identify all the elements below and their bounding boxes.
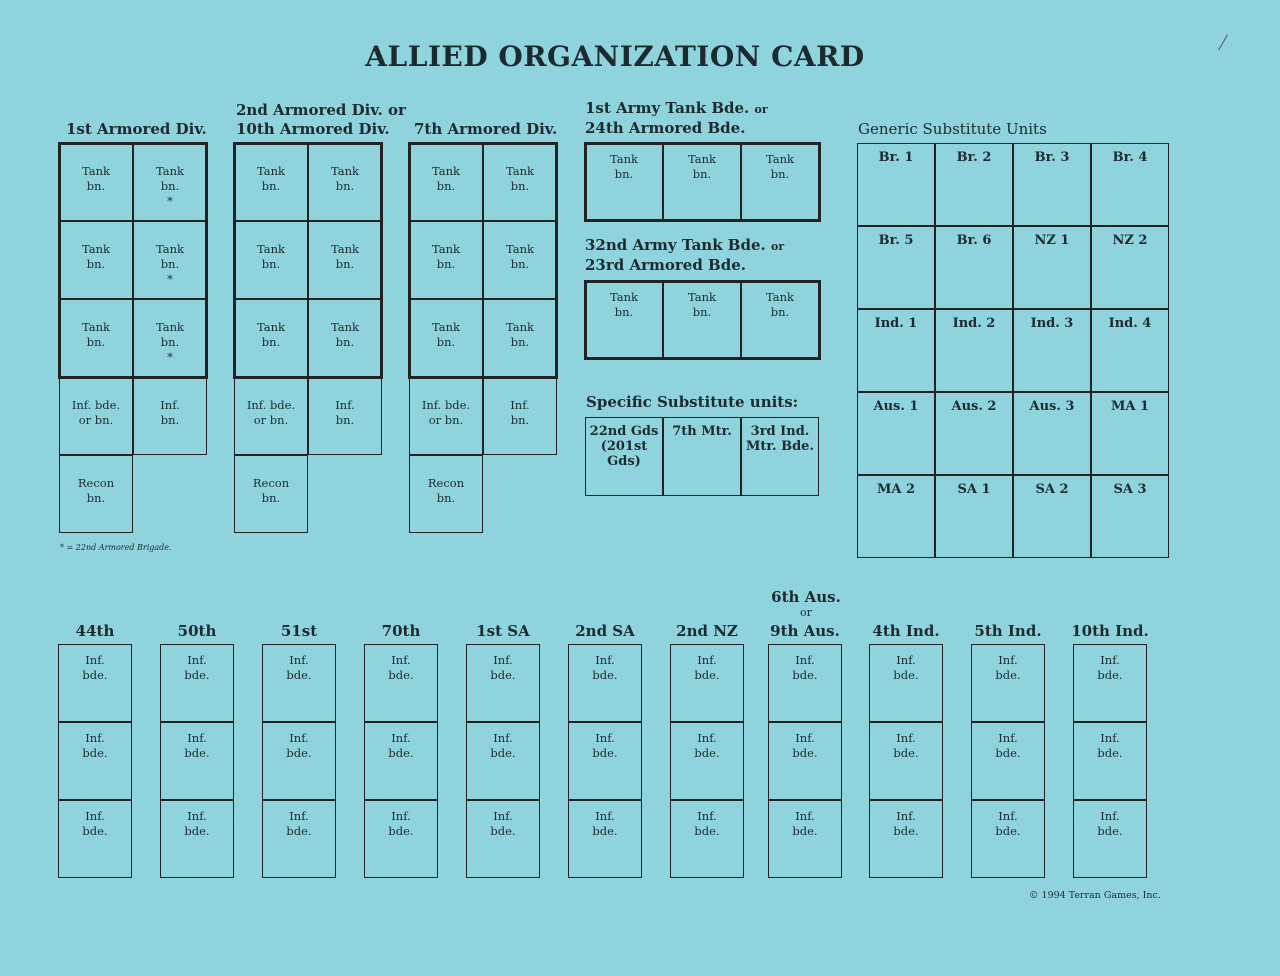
generic-cell-1[interactable] <box>857 143 935 226</box>
generic-cell-14-label: Aus. 2 <box>951 399 997 414</box>
infantry-div-8-cell-1[interactable] <box>768 644 842 722</box>
infantry-div-1-cell-3-label: Inf. bde. <box>82 809 108 838</box>
infantry-div-7-cell-1[interactable] <box>670 644 744 722</box>
tank_bde_2-cell-1-label: Tank bn. <box>609 290 638 319</box>
tank_bde_1-cell-2-label: Tank bn. <box>687 152 716 181</box>
infantry-div-9-cell-2-label: Inf. bde. <box>893 731 919 760</box>
tank_bde_1-cell-3[interactable] <box>741 143 819 221</box>
generic-cell-18[interactable] <box>935 475 1013 558</box>
infantry-div-11-heading: 10th Ind. <box>1071 622 1149 640</box>
armored-1-cell-4-label: Tank bn. * <box>155 242 184 286</box>
infantry-div-5-cell-3[interactable] <box>466 800 540 878</box>
armored-3-cell-1-label: Tank bn. <box>431 164 460 193</box>
generic-cell-5[interactable] <box>857 226 935 309</box>
infantry-div-4-cell-2[interactable] <box>364 722 438 800</box>
infantry-div-3-cell-1-label: Inf. bde. <box>286 653 312 682</box>
infantry-div-2-heading: 50th <box>177 622 217 640</box>
infantry-div-11-cell-3[interactable] <box>1073 800 1147 878</box>
generic-cell-20[interactable] <box>1091 475 1169 558</box>
infantry-div-8-cell-2[interactable] <box>768 722 842 800</box>
generic-cell-15-label: Aus. 3 <box>1029 399 1075 414</box>
armored-3-cell-7-label: Inf. bde. or bn. <box>421 398 471 427</box>
armored-div-1-heading: 1st Armored Div. <box>66 120 207 138</box>
tank_bde_2-cell-2[interactable] <box>663 281 741 359</box>
armored-2-cell-8[interactable] <box>308 377 382 455</box>
armored-3-cell-4[interactable] <box>483 221 557 299</box>
infantry-div-5-heading: 1st SA <box>476 622 530 640</box>
generic-cell-20-label: SA 3 <box>1113 482 1147 497</box>
footnote: * = 22nd Armored Brigade. <box>60 543 172 552</box>
armored-3-cell-6[interactable] <box>483 299 557 377</box>
armored-2-cell-1-label: Tank bn. <box>256 164 285 193</box>
tank_bde_1-cell-1-label: Tank bn. <box>609 152 638 181</box>
armored-1-cell-2-label: Tank bn. * <box>155 164 184 208</box>
armored-3-cell-9-label: Recon bn. <box>427 476 465 505</box>
armored-1-cell-5-label: Tank bn. <box>81 320 110 349</box>
armored-3-cell-6-label: Tank bn. <box>505 320 534 349</box>
infantry-div-2-cell-2[interactable] <box>160 722 234 800</box>
infantry-div-5-cell-2-label: Inf. bde. <box>490 731 516 760</box>
infantry-div-7-cell-3[interactable] <box>670 800 744 878</box>
generic-cell-12-label: Ind. 4 <box>1108 316 1152 331</box>
tank_bde_2-cell-1[interactable] <box>585 281 663 359</box>
generic-cell-6-label: Br. 6 <box>956 233 992 248</box>
armored-2-cell-2-label: Tank bn. <box>330 164 359 193</box>
infantry-div-6-cell-3-label: Inf. bde. <box>592 809 618 838</box>
generic-cell-5-label: Br. 5 <box>878 233 914 248</box>
armored-1-cell-8[interactable] <box>133 377 207 455</box>
specific-cell-1-label: 22nd Gds (201st Gds) <box>589 424 659 469</box>
infantry-div-5-cell-1-label: Inf. bde. <box>490 653 516 682</box>
infantry-div-1-cell-1-label: Inf. bde. <box>82 653 108 682</box>
armored-1-cell-6-label: Tank bn. * <box>155 320 184 364</box>
infantry-div-10-cell-2-label: Inf. bde. <box>995 731 1021 760</box>
specific-cell-2-label: 7th Mtr. <box>672 424 732 439</box>
infantry-div-4-cell-1-label: Inf. bde. <box>388 653 414 682</box>
armored-1-cell-8-label: Inf. bn. <box>160 398 180 427</box>
generic-cell-2[interactable] <box>935 143 1013 226</box>
generic-cell-11[interactable] <box>1013 309 1091 392</box>
armored-3-cell-7[interactable] <box>409 377 483 455</box>
armored-2-cell-3-label: Tank bn. <box>256 242 285 271</box>
generic-cell-11-label: Ind. 3 <box>1030 316 1074 331</box>
armored-2-cell-7[interactable] <box>234 377 308 455</box>
generic-cell-19-label: SA 2 <box>1035 482 1069 497</box>
generic-cell-10[interactable] <box>935 309 1013 392</box>
armored-2-cell-4-label: Tank bn. <box>330 242 359 271</box>
infantry-div-11-cell-3-label: Inf. bde. <box>1097 809 1123 838</box>
infantry-div-3-heading: 51st <box>280 622 318 640</box>
armored-3-cell-2-label: Tank bn. <box>505 164 534 193</box>
armored-2-cell-7-label: Inf. bde. or bn. <box>246 398 296 427</box>
infantry-div-6-cell-1[interactable] <box>568 644 642 722</box>
infantry-div-1-cell-2-label: Inf. bde. <box>82 731 108 760</box>
infantry-div-4-cell-3-label: Inf. bde. <box>388 809 414 838</box>
generic-cell-16-label: MA 1 <box>1110 399 1150 414</box>
armored-3-cell-4-label: Tank bn. <box>505 242 534 271</box>
armored-2-cell-1[interactable] <box>234 143 308 221</box>
generic-cell-3[interactable] <box>1013 143 1091 226</box>
armored-1-cell-1-label: Tank bn. <box>81 164 110 193</box>
generic-cell-2-label: Br. 2 <box>956 150 992 165</box>
infantry-div-2-cell-3-label: Inf. bde. <box>184 809 210 838</box>
infantry-div-3-cell-3[interactable] <box>262 800 336 878</box>
tank_bde_2-cell-2-label: Tank bn. <box>687 290 716 319</box>
infantry-div-6-cell-1-label: Inf. bde. <box>592 653 618 682</box>
infantry-div-4-cell-3[interactable] <box>364 800 438 878</box>
infantry-div-10-cell-1[interactable] <box>971 644 1045 722</box>
armored-1-cell-3-label: Tank bn. <box>81 242 110 271</box>
armored-3-cell-8-label: Inf. bn. <box>510 398 530 427</box>
infantry-div-1-cell-2[interactable] <box>58 722 132 800</box>
infantry-div-3-cell-3-label: Inf. bde. <box>286 809 312 838</box>
infantry-div-10-cell-3[interactable] <box>971 800 1045 878</box>
generic-cell-8[interactable] <box>1091 226 1169 309</box>
generic-cell-17-label: MA 2 <box>876 482 916 497</box>
infantry-div-8-heading: 9th Aus. <box>770 622 840 640</box>
generic-cell-13-label: Aus. 1 <box>873 399 919 414</box>
infantry-div-2-cell-3[interactable] <box>160 800 234 878</box>
infantry-div-11-cell-2-label: Inf. bde. <box>1097 731 1123 760</box>
infantry-div-9-cell-3-label: Inf. bde. <box>893 809 919 838</box>
copyright: © 1994 Terran Games, Inc. <box>1029 890 1161 901</box>
generic-cell-7-label: NZ 1 <box>1034 233 1070 248</box>
specific-cell-2[interactable] <box>663 417 741 496</box>
generic-cell-13[interactable] <box>857 392 935 475</box>
card-title: ALLIED ORGANIZATION CARD <box>365 40 865 73</box>
armored-3-cell-3[interactable] <box>409 221 483 299</box>
tank_bde_1-cell-1[interactable] <box>585 143 663 221</box>
armored-2-cell-5[interactable] <box>234 299 308 377</box>
generic-cell-12[interactable] <box>1091 309 1169 392</box>
armored-3-cell-5[interactable] <box>409 299 483 377</box>
infantry-div-9-cell-2[interactable] <box>869 722 943 800</box>
specific-cell-3[interactable] <box>741 417 819 496</box>
infantry-div-2-cell-1-label: Inf. bde. <box>184 653 210 682</box>
infantry-div-3-cell-2[interactable] <box>262 722 336 800</box>
armored-2-cell-9[interactable] <box>234 455 308 533</box>
generic-cell-17[interactable] <box>857 475 935 558</box>
infantry-div-7-heading: 2nd NZ <box>676 622 738 640</box>
armored-1-cell-2[interactable] <box>133 143 207 221</box>
armored-2-cell-6-label: Tank bn. <box>330 320 359 349</box>
armored-2-cell-6[interactable] <box>308 299 382 377</box>
armored-2-cell-2[interactable] <box>308 143 382 221</box>
infantry-div-8-cell-3[interactable] <box>768 800 842 878</box>
infantry-div-10-cell-1-label: Inf. bde. <box>995 653 1021 682</box>
armored-2-cell-8-label: Inf. bn. <box>335 398 355 427</box>
generic-substitute-heading: Generic Substitute Units <box>858 120 1047 138</box>
armored-2-cell-3[interactable] <box>234 221 308 299</box>
generic-cell-7[interactable] <box>1013 226 1091 309</box>
infantry-div-9-cell-3[interactable] <box>869 800 943 878</box>
generic-cell-14[interactable] <box>935 392 1013 475</box>
infantry-div-5-cell-1[interactable] <box>466 644 540 722</box>
armored-3-cell-3-label: Tank bn. <box>431 242 460 271</box>
specific-cell-1[interactable] <box>585 417 663 496</box>
infantry-div-5-cell-3-label: Inf. bde. <box>490 809 516 838</box>
infantry-div-10-cell-3-label: Inf. bde. <box>995 809 1021 838</box>
generic-cell-6[interactable] <box>935 226 1013 309</box>
infantry-div-9-cell-1[interactable] <box>869 644 943 722</box>
infantry-div-7-cell-2-label: Inf. bde. <box>694 731 720 760</box>
armored-1-cell-9-label: Recon bn. <box>77 476 115 505</box>
infantry-div-1-cell-3[interactable] <box>58 800 132 878</box>
generic-cell-9-label: Ind. 1 <box>874 316 918 331</box>
generic-cell-16[interactable] <box>1091 392 1169 475</box>
infantry-div-3-cell-2-label: Inf. bde. <box>286 731 312 760</box>
generic-cell-15[interactable] <box>1013 392 1091 475</box>
armored-1-cell-7-label: Inf. bde. or bn. <box>71 398 121 427</box>
infantry-div-7-cell-3-label: Inf. bde. <box>694 809 720 838</box>
generic-cell-19[interactable] <box>1013 475 1091 558</box>
infantry-div-1-heading: 44th <box>75 622 115 640</box>
armored-1-cell-3[interactable] <box>59 221 133 299</box>
armored-1-cell-6[interactable] <box>133 299 207 377</box>
armored-1-cell-7[interactable] <box>59 377 133 455</box>
armored-1-cell-5[interactable] <box>59 299 133 377</box>
infantry-div-2-cell-1[interactable] <box>160 644 234 722</box>
armored-2-cell-5-label: Tank bn. <box>256 320 285 349</box>
infantry-div-1-cell-1[interactable] <box>58 644 132 722</box>
armored-3-cell-5-label: Tank bn. <box>431 320 460 349</box>
tank-brigade-2-heading: 32nd Army Tank Bde. or 23rd Armored Bde. <box>585 236 785 274</box>
armored-2-cell-9-label: Recon bn. <box>252 476 290 505</box>
infantry-div-9-cell-1-label: Inf. bde. <box>893 653 919 682</box>
infantry-div-10-cell-2[interactable] <box>971 722 1045 800</box>
infantry-div-11-cell-1[interactable] <box>1073 644 1147 722</box>
specific-cell-3-label: 3rd Ind. Mtr. Bde. <box>746 424 814 454</box>
infantry-div-7-cell-1-label: Inf. bde. <box>694 653 720 682</box>
infantry-div-8-cell-2-label: Inf. bde. <box>792 731 818 760</box>
tank_bde_2-cell-3-label: Tank bn. <box>765 290 794 319</box>
armored-3-cell-9[interactable] <box>409 455 483 533</box>
infantry-div-4-cell-2-label: Inf. bde. <box>388 731 414 760</box>
infantry-div-4-heading: 70th <box>381 622 421 640</box>
generic-cell-4-label: Br. 4 <box>1112 150 1148 165</box>
infantry-div-6-heading: 2nd SA <box>575 622 635 640</box>
infantry-div-11-cell-1-label: Inf. bde. <box>1097 653 1123 682</box>
armored-1-cell-9[interactable] <box>59 455 133 533</box>
infantry-div-5-cell-2[interactable] <box>466 722 540 800</box>
armored-2-cell-4[interactable] <box>308 221 382 299</box>
tank_bde_2-cell-3[interactable] <box>741 281 819 359</box>
infantry-div-9-heading: 4th Ind. <box>872 622 940 640</box>
tank_bde_1-cell-2[interactable] <box>663 143 741 221</box>
tank_bde_1-cell-3-label: Tank bn. <box>765 152 794 181</box>
infantry-div-8-cell-1-label: Inf. bde. <box>792 653 818 682</box>
armored-1-cell-1[interactable] <box>59 143 133 221</box>
infantry-div-10-heading: 5th Ind. <box>974 622 1042 640</box>
armored-div-3-heading: 7th Armored Div. <box>414 120 558 138</box>
infantry-div-6-cell-2[interactable] <box>568 722 642 800</box>
armored-3-cell-2[interactable] <box>483 143 557 221</box>
tank-brigade-1-heading: 1st Army Tank Bde. or 24th Armored Bde. <box>585 99 768 137</box>
infantry-div-7-cell-2[interactable] <box>670 722 744 800</box>
armored-div-2-heading: 2nd Armored Div. or 10th Armored Div. <box>236 101 406 138</box>
generic-cell-3-label: Br. 3 <box>1034 150 1070 165</box>
generic-cell-10-label: Ind. 2 <box>952 316 996 331</box>
infantry-div-6-cell-3[interactable] <box>568 800 642 878</box>
infantry-div-3-cell-1[interactable] <box>262 644 336 722</box>
infantry-alt-heading: 6th Aus. or <box>771 588 841 619</box>
infantry-div-4-cell-1[interactable] <box>364 644 438 722</box>
infantry-div-2-cell-2-label: Inf. bde. <box>184 731 210 760</box>
generic-cell-8-label: NZ 2 <box>1112 233 1148 248</box>
generic-cell-4[interactable] <box>1091 143 1169 226</box>
specific-substitute-heading: Specific Substitute units: <box>586 393 799 411</box>
generic-cell-9[interactable] <box>857 309 935 392</box>
generic-cell-1-label: Br. 1 <box>878 150 914 165</box>
generic-cell-18-label: SA 1 <box>957 482 991 497</box>
armored-3-cell-1[interactable] <box>409 143 483 221</box>
infantry-div-11-cell-2[interactable] <box>1073 722 1147 800</box>
armored-1-cell-4[interactable] <box>133 221 207 299</box>
infantry-div-8-cell-3-label: Inf. bde. <box>792 809 818 838</box>
armored-3-cell-8[interactable] <box>483 377 557 455</box>
infantry-div-6-cell-2-label: Inf. bde. <box>592 731 618 760</box>
